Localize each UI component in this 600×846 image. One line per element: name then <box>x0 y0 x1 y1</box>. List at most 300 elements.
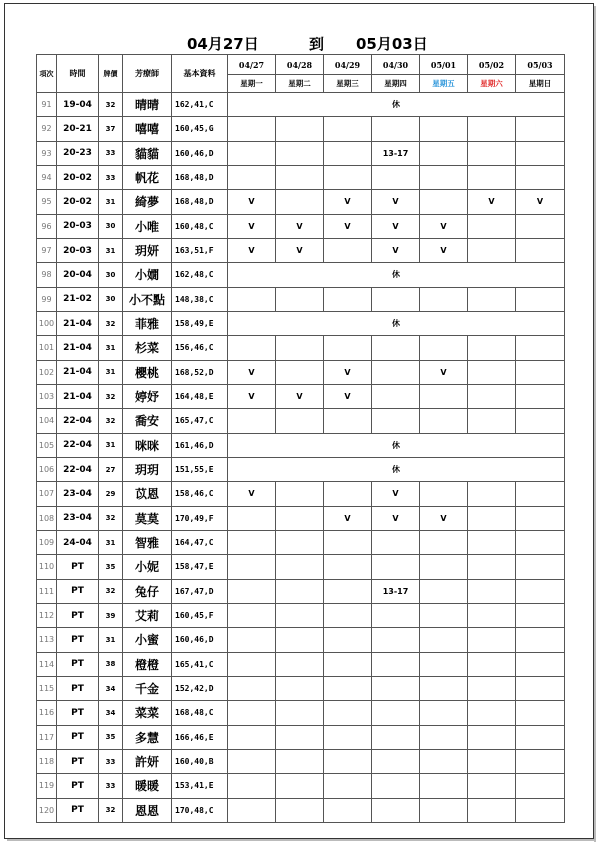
row-basic-info: 164,47,C <box>172 530 228 554</box>
row-day-cell <box>372 749 420 773</box>
row-price: 33 <box>99 774 123 798</box>
row-day-cell <box>276 141 324 165</box>
row-day-cell <box>276 165 324 189</box>
row-time: 21-04 <box>57 360 99 384</box>
row-therapist-name: 杉菜 <box>123 336 172 360</box>
row-day-cell: V <box>324 190 372 214</box>
row-day-cell <box>276 628 324 652</box>
row-number: 96 <box>37 214 57 238</box>
row-day-cell <box>276 336 324 360</box>
row-basic-info: 170,48,C <box>172 798 228 822</box>
row-day-cell <box>516 725 565 749</box>
row-day-cell <box>516 530 565 554</box>
row-day-cell <box>372 360 420 384</box>
row-time: 21-04 <box>57 384 99 408</box>
row-number: 104 <box>37 409 57 433</box>
row-therapist-name: 小不點 <box>123 287 172 311</box>
row-basic-info: 151,55,E <box>172 457 228 481</box>
row-therapist-name: 晴晴 <box>123 93 172 117</box>
row-price: 31 <box>99 238 123 262</box>
row-day-cell <box>228 409 276 433</box>
row-day-cell <box>468 725 516 749</box>
row-basic-info: 158,49,E <box>172 311 228 335</box>
row-day-cell <box>372 117 420 141</box>
row-number: 97 <box>37 238 57 262</box>
row-price: 32 <box>99 409 123 433</box>
row-day-cell <box>324 165 372 189</box>
row-time: 20-03 <box>57 238 99 262</box>
row-therapist-name: 恩恩 <box>123 798 172 822</box>
row-day-cell <box>372 774 420 798</box>
row-day-cell <box>228 336 276 360</box>
row-day-cell <box>372 603 420 627</box>
row-price: 29 <box>99 482 123 506</box>
row-day-cell <box>420 628 468 652</box>
row-day-cell <box>276 190 324 214</box>
row-day-cell <box>372 555 420 579</box>
row-price: 31 <box>99 336 123 360</box>
row-day-cell <box>276 774 324 798</box>
row-basic-info: 168,52,D <box>172 360 228 384</box>
row-day-cell <box>420 701 468 725</box>
row-number: 118 <box>37 749 57 773</box>
row-day-cell <box>276 579 324 603</box>
row-day-cell <box>276 287 324 311</box>
row-day-cell <box>372 409 420 433</box>
row-day-cell <box>516 336 565 360</box>
row-time: PT <box>57 701 99 725</box>
row-day-cell <box>372 384 420 408</box>
row-day-cell <box>468 749 516 773</box>
row-day-cell: V <box>420 360 468 384</box>
row-day-cell <box>516 384 565 408</box>
row-day-cell <box>372 165 420 189</box>
table-row <box>37 360 565 384</box>
row-day-cell: V <box>372 506 420 530</box>
title-from-date: 04月27日 <box>187 35 259 53</box>
table-row <box>37 311 565 335</box>
row-day-cell <box>420 725 468 749</box>
row-day-cell <box>420 530 468 554</box>
row-day-cell <box>468 117 516 141</box>
row-price: 32 <box>99 506 123 530</box>
row-day-cell <box>276 603 324 627</box>
row-day-cell <box>276 117 324 141</box>
page-title <box>0 30 600 54</box>
table-row <box>37 93 565 117</box>
row-time: 22-04 <box>57 457 99 481</box>
row-basic-info: 168,48,D <box>172 190 228 214</box>
row-basic-info: 158,47,E <box>172 555 228 579</box>
row-basic-info: 160,45,F <box>172 603 228 627</box>
header-weekday: 星期二 <box>276 75 324 93</box>
row-day-cell <box>324 725 372 749</box>
row-time: 22-04 <box>57 409 99 433</box>
row-day-cell <box>276 360 324 384</box>
row-day-cell <box>228 603 276 627</box>
row-day-cell <box>324 409 372 433</box>
row-day-cell <box>420 384 468 408</box>
row-basic-info: 148,38,C <box>172 287 228 311</box>
table-row <box>37 725 565 749</box>
header-info: 基本資料 <box>172 55 228 93</box>
row-number: 120 <box>37 798 57 822</box>
row-price: 31 <box>99 190 123 214</box>
row-day-cell <box>324 555 372 579</box>
row-day-cell <box>516 798 565 822</box>
row-therapist-name: 橙橙 <box>123 652 172 676</box>
row-day-cell <box>228 506 276 530</box>
row-day-cell <box>468 336 516 360</box>
row-rest-label: 休 <box>228 93 565 117</box>
row-therapist-name: 莫莫 <box>123 506 172 530</box>
row-day-cell <box>516 214 565 238</box>
row-day-cell <box>516 117 565 141</box>
header-weekday: 星期三 <box>324 75 372 93</box>
row-price: 33 <box>99 165 123 189</box>
row-number: 110 <box>37 555 57 579</box>
row-day-cell: V <box>276 238 324 262</box>
row-therapist-name: 玥妍 <box>123 238 172 262</box>
table-body <box>37 93 565 823</box>
table-row <box>37 482 565 506</box>
row-day-cell <box>276 506 324 530</box>
row-time: PT <box>57 603 99 627</box>
row-basic-info: 158,46,C <box>172 482 228 506</box>
row-day-cell <box>228 287 276 311</box>
row-day-cell <box>468 579 516 603</box>
table-row <box>37 749 565 773</box>
row-day-cell: V <box>420 214 468 238</box>
row-day-cell: V <box>228 238 276 262</box>
row-day-cell <box>516 238 565 262</box>
table-row <box>37 287 565 311</box>
row-day-cell <box>324 141 372 165</box>
row-price: 37 <box>99 117 123 141</box>
row-day-cell <box>516 141 565 165</box>
row-day-cell <box>276 555 324 579</box>
row-day-cell <box>516 652 565 676</box>
row-day-cell <box>372 336 420 360</box>
row-therapist-name: 喬安 <box>123 409 172 433</box>
row-basic-info: 160,46,D <box>172 141 228 165</box>
row-day-cell: V <box>372 482 420 506</box>
row-basic-info: 152,42,D <box>172 676 228 700</box>
row-day-cell: V <box>420 238 468 262</box>
row-time: 23-04 <box>57 482 99 506</box>
header-date: 05/03 <box>516 55 565 75</box>
table-row <box>37 433 565 457</box>
row-day-cell <box>276 725 324 749</box>
row-therapist-name: 菜菜 <box>123 701 172 725</box>
row-basic-info: 165,47,C <box>172 409 228 433</box>
row-day-cell <box>228 701 276 725</box>
row-day-cell <box>372 725 420 749</box>
row-day-cell <box>324 701 372 725</box>
page-shadow-right <box>594 6 596 842</box>
row-day-cell: V <box>228 482 276 506</box>
row-time: PT <box>57 579 99 603</box>
table-row <box>37 190 565 214</box>
header-price: 牌價 <box>99 55 123 93</box>
row-number: 91 <box>37 93 57 117</box>
row-therapist-name: 小嫺 <box>123 263 172 287</box>
table-row <box>37 652 565 676</box>
row-time: 20-02 <box>57 165 99 189</box>
header-date: 05/01 <box>420 55 468 75</box>
header-weekday: 星期四 <box>372 75 420 93</box>
row-price: 30 <box>99 287 123 311</box>
row-day-cell <box>468 652 516 676</box>
row-day-cell <box>516 409 565 433</box>
row-number: 107 <box>37 482 57 506</box>
row-day-cell <box>516 701 565 725</box>
row-price: 32 <box>99 311 123 335</box>
row-basic-info: 170,49,F <box>172 506 228 530</box>
row-day-cell <box>420 409 468 433</box>
row-day-cell <box>324 482 372 506</box>
row-therapist-name: 兔仔 <box>123 579 172 603</box>
row-rest-label: 休 <box>228 263 565 287</box>
row-price: 34 <box>99 701 123 725</box>
row-therapist-name: 貓貓 <box>123 141 172 165</box>
row-therapist-name: 婷妤 <box>123 384 172 408</box>
row-rest-label: 休 <box>228 433 565 457</box>
row-day-cell <box>420 117 468 141</box>
header-date: 04/29 <box>324 55 372 75</box>
table-row <box>37 579 565 603</box>
row-day-cell <box>324 774 372 798</box>
row-number: 92 <box>37 117 57 141</box>
row-price: 38 <box>99 652 123 676</box>
row-day-cell <box>468 603 516 627</box>
row-basic-info: 165,41,C <box>172 652 228 676</box>
row-day-cell <box>420 603 468 627</box>
header-weekday: 星期日 <box>516 75 565 93</box>
row-therapist-name: 小妮 <box>123 555 172 579</box>
table-row <box>37 530 565 554</box>
table-row <box>37 165 565 189</box>
row-day-cell <box>420 190 468 214</box>
row-day-cell <box>372 798 420 822</box>
row-number: 112 <box>37 603 57 627</box>
row-number: 105 <box>37 433 57 457</box>
row-number: 95 <box>37 190 57 214</box>
row-day-cell: 13-17 <box>372 579 420 603</box>
row-day-cell: V <box>372 190 420 214</box>
row-price: 39 <box>99 603 123 627</box>
row-day-cell <box>228 725 276 749</box>
row-price: 32 <box>99 579 123 603</box>
row-therapist-name: 咪咪 <box>123 433 172 457</box>
row-day-cell <box>228 579 276 603</box>
row-day-cell <box>420 798 468 822</box>
row-day-cell <box>468 774 516 798</box>
row-day-cell <box>420 287 468 311</box>
row-basic-info: 160,48,C <box>172 214 228 238</box>
row-time: 19-04 <box>57 93 99 117</box>
row-basic-info: 162,48,C <box>172 263 228 287</box>
row-basic-info: 168,48,D <box>172 165 228 189</box>
row-time: 20-23 <box>57 141 99 165</box>
row-day-cell <box>468 409 516 433</box>
row-therapist-name: 玥玥 <box>123 457 172 481</box>
row-day-cell <box>468 555 516 579</box>
row-time: 20-03 <box>57 214 99 238</box>
row-price: 31 <box>99 360 123 384</box>
row-basic-info: 168,48,C <box>172 701 228 725</box>
row-therapist-name: 多慧 <box>123 725 172 749</box>
row-price: 33 <box>99 141 123 165</box>
row-number: 98 <box>37 263 57 287</box>
row-day-cell: V <box>324 360 372 384</box>
row-day-cell <box>372 676 420 700</box>
row-price: 31 <box>99 628 123 652</box>
row-price: 31 <box>99 530 123 554</box>
row-day-cell <box>420 579 468 603</box>
row-number: 116 <box>37 701 57 725</box>
row-time: PT <box>57 676 99 700</box>
row-therapist-name: 嘻嘻 <box>123 117 172 141</box>
header-weekday: 星期一 <box>228 75 276 93</box>
row-day-cell: V <box>372 214 420 238</box>
row-time: PT <box>57 749 99 773</box>
row-price: 34 <box>99 676 123 700</box>
table-row <box>37 676 565 700</box>
row-day-cell <box>372 652 420 676</box>
row-basic-info: 163,51,F <box>172 238 228 262</box>
row-price: 33 <box>99 749 123 773</box>
header-date: 04/27 <box>228 55 276 75</box>
table-row <box>37 457 565 481</box>
row-day-cell: V <box>228 214 276 238</box>
page-shadow-bottom <box>7 839 596 841</box>
row-day-cell <box>228 117 276 141</box>
row-basic-info: 166,46,E <box>172 725 228 749</box>
row-day-cell <box>324 749 372 773</box>
row-number: 113 <box>37 628 57 652</box>
row-day-cell <box>468 238 516 262</box>
row-number: 100 <box>37 311 57 335</box>
row-day-cell <box>228 555 276 579</box>
row-day-cell <box>324 603 372 627</box>
row-therapist-name: 帆花 <box>123 165 172 189</box>
header-date: 04/28 <box>276 55 324 75</box>
header-date: 04/30 <box>372 55 420 75</box>
row-time: 21-04 <box>57 311 99 335</box>
row-day-cell <box>516 165 565 189</box>
title-to-word: 到 <box>309 35 325 53</box>
row-basic-info: 160,45,G <box>172 117 228 141</box>
table-row <box>37 384 565 408</box>
row-day-cell <box>420 774 468 798</box>
row-day-cell <box>228 165 276 189</box>
row-day-cell <box>516 749 565 773</box>
table-row <box>37 555 565 579</box>
table-row <box>37 774 565 798</box>
header-weekday: 星期六 <box>468 75 516 93</box>
row-therapist-name: 小唯 <box>123 214 172 238</box>
row-rest-label: 休 <box>228 457 565 481</box>
row-day-cell <box>420 141 468 165</box>
row-time: PT <box>57 725 99 749</box>
header-name: 芳療師 <box>123 55 172 93</box>
row-number: 94 <box>37 165 57 189</box>
table-row <box>37 141 565 165</box>
row-day-cell: V <box>420 506 468 530</box>
row-day-cell <box>324 676 372 700</box>
row-day-cell <box>276 409 324 433</box>
row-day-cell <box>516 628 565 652</box>
row-day-cell <box>324 336 372 360</box>
header-time: 時間 <box>57 55 99 93</box>
row-therapist-name: 櫻桃 <box>123 360 172 384</box>
row-day-cell <box>228 798 276 822</box>
row-rest-label: 休 <box>228 311 565 335</box>
row-day-cell <box>420 555 468 579</box>
table-row <box>37 628 565 652</box>
title-to-date: 05月03日 <box>356 35 428 53</box>
row-day-cell: V <box>372 238 420 262</box>
table-row <box>37 238 565 262</box>
row-day-cell <box>372 628 420 652</box>
row-day-cell: V <box>324 384 372 408</box>
row-time: PT <box>57 798 99 822</box>
row-day-cell <box>276 676 324 700</box>
row-price: 32 <box>99 384 123 408</box>
row-day-cell: V <box>468 190 516 214</box>
table-row <box>37 603 565 627</box>
row-therapist-name: 艾莉 <box>123 603 172 627</box>
row-day-cell: V <box>324 506 372 530</box>
row-day-cell <box>228 676 276 700</box>
row-therapist-name: 千金 <box>123 676 172 700</box>
row-time: 21-04 <box>57 336 99 360</box>
row-day-cell <box>228 749 276 773</box>
row-day-cell <box>420 749 468 773</box>
row-time: 23-04 <box>57 506 99 530</box>
row-time: 20-21 <box>57 117 99 141</box>
row-day-cell <box>468 384 516 408</box>
row-time: PT <box>57 555 99 579</box>
row-time: 20-04 <box>57 263 99 287</box>
row-day-cell <box>516 482 565 506</box>
row-day-cell: V <box>276 384 324 408</box>
row-day-cell <box>420 482 468 506</box>
row-time: 21-02 <box>57 287 99 311</box>
row-basic-info: 156,46,C <box>172 336 228 360</box>
row-day-cell <box>468 214 516 238</box>
table-row <box>37 117 565 141</box>
row-number: 108 <box>37 506 57 530</box>
row-day-cell: V <box>324 214 372 238</box>
row-number: 119 <box>37 774 57 798</box>
row-day-cell: V <box>228 190 276 214</box>
row-price: 27 <box>99 457 123 481</box>
row-day-cell <box>516 676 565 700</box>
row-day-cell: V <box>516 190 565 214</box>
table-row <box>37 214 565 238</box>
row-day-cell <box>468 628 516 652</box>
header-no: 項次 <box>37 55 57 93</box>
row-therapist-name: 苡恩 <box>123 482 172 506</box>
row-day-cell <box>324 628 372 652</box>
row-day-cell <box>228 652 276 676</box>
row-number: 99 <box>37 287 57 311</box>
table-row <box>37 701 565 725</box>
row-basic-info: 162,41,C <box>172 93 228 117</box>
row-day-cell <box>468 676 516 700</box>
